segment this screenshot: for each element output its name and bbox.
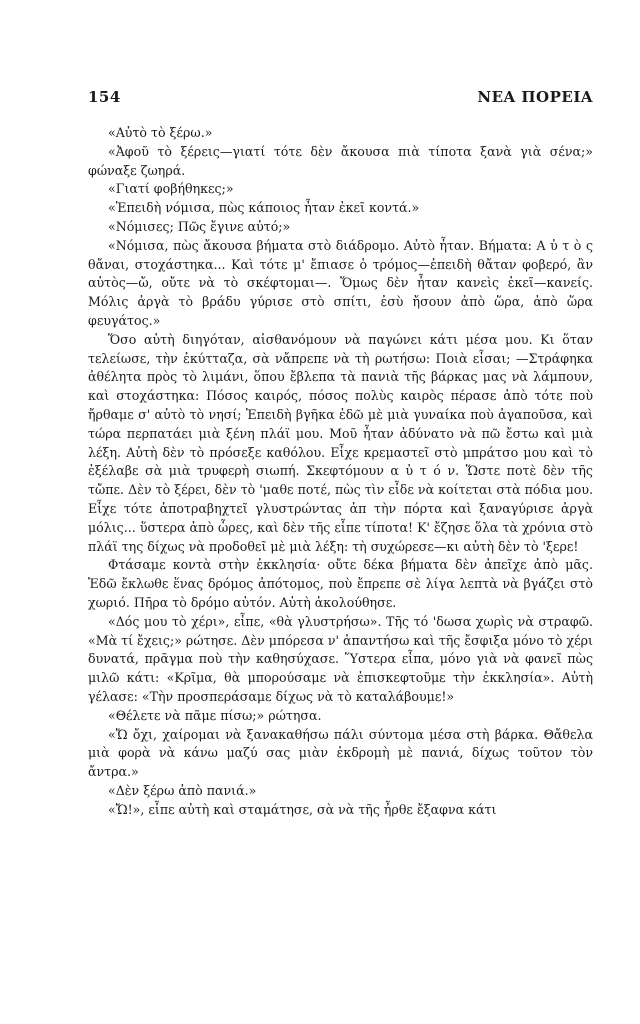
paragraph: «Αὐτὸ τὸ ξέρω.» [108,125,213,140]
paragraph: «Ἐπειδὴ νόμισα, πὼς κάποιος ἦταν ἐκεῖ κοντά.» [108,200,420,216]
paragraph: «Ὤ!», εἶπε αὐτὴ καὶ σταμάτησε, σὰ νὰ τῆς ἦρθε ἔξαφνα κάτι [108,801,497,817]
page-body-text [88,124,593,819]
paragraph: Ὅσο αὐτὴ διηγόταν, αἰσθανόμουν νὰ παγώνει κάτι μέσα μου. Κι ὅταν τελείωσε, τὴν ἐκύτταζα, σὰ νἄπρεπε νὰ τὴ ρωτήσω: Ποιὰ εἶσαι; —Στράφηκα ἀθέλητα πρὸς τὸ λιμάνι, ὅπου ἔβλεπα τὰ πανιὰ τῆς βάρκας μας νὰ λάμπουν, καὶ στοχάστηκα: Πόσος καιρός, πόσος πολὺς καιρὸς πέρασε ἀπὸ τότε ποὺ ἤρθαμε σ' αὐτὸ τὸ νησί; Ἐπειδὴ βγῆκα ἐδῶ μὲ μιὰ γυναίκα ποὺ ἀγαποῦσα, καὶ τώρα περπατάει μιὰ ξένη πλάϊ μου. Μοῦ ἦταν ἀδύνατο νὰ πῶ ἔστω καὶ μιὰ λέξη. Αὐτὴ δὲν τὸ πρόσεξε καθόλου. Εἶχε κρεμαστεῖ στὸ μπράτσο μου καὶ τὸ ἐξέλαβε σὰ μιὰ τρυφερὴ σιωπή. Σκεφτόμουν α ὐ τ ό ν. Ὥστε ποτὲ δὲν τῆς τὤπε. Δὲν τὸ ξέρει, δὲν τὸ 'μαθε ποτέ, πὼς τὶν εἶδε νὰ κοίτεται στὰ πόδια μου. Εἶχε τότε ἀποτραβηχτεῖ γλυστρώντας ἀπ τὴν πόρτα καὶ ξαναγύρισε ἀργὰ μόλις... ὕστερα ἀπὸ ὧρες, καὶ δὲν τῆς εἶπε τίποτα! Κ' ἔζησε ὅλα τὰ χρόνια στὸ πλάϊ της δίχως νὰ προδοθεῖ μὲ μιὰ λέξη: τὴ συχώρεσε—κι αὐτὴ δὲν τὸ 'ξερε! [88,331,593,554]
paragraph: «Ὤ ὄχι, χαίρομαι νὰ ξανακαθήσω πάλι σύντομα μέσα στὴ βάρκα. Θἄθελα μιὰ φορὰ νὰ κάνω μαζύ σας μιὰν ἐκδρομὴ μὲ πανιά, δίχως τοῦτον τὸν ἄντρα.» [88,726,593,780]
paragraph: «Δός μου τὸ χέρι», εἶπε, «θὰ γλυστρήσω». Τῆς τό 'δωσα χωρὶς νὰ στραφῶ. «Μὰ τί ἔχεις;» ρώτησε. Δὲν μπόρεσα ν' ἀπαντήσω καὶ τῆς ἔσφιξα μόνο τὸ χέρι δυνατά, πρᾶγμα ποὺ τὴν καθησύχασε. Ὕστερα εἶπα, μόνο γιὰ νὰ φανεῖ πὼς μιλῶ κάτι: «Κρῖμα, θὰ μπορούσαμε νὰ ἐπισκεφτοῦμε τὴν ἐκκλησία». Αὐτὴ γέλασε: «Τὴν προσπεράσαμε δίχως νὰ τὸ καταλάβουμε!» [88,613,593,704]
paragraph: «Θέλετε νὰ πᾶμε πίσω;» ρώτησα. [108,707,322,723]
paragraph: «Γιατί φοβήθηκες;» [108,181,234,197]
paragraph: Φτάσαμε κοντὰ στὴν ἐκκλησία· οὔτε δέκα βήματα δὲν ἀπεῖχε ἀπὸ μᾶς. Ἐδῶ ἔκλωθε ἕνας δρόμος ἀπότομος, ποὺ ἔπρεπε σὲ λίγα λεπτὰ νὰ βγάζει στὸ χωριό. Πῆρα τὸ δρόμο αὐτόν. Αὐτὴ ἀκολούθησε. [88,557,593,610]
paragraph: «Δὲν ξέρω ἀπὸ πανιά.» [108,782,257,798]
paragraph: «Νόμισες; Πῶς ἔγινε αὐτό;» [108,218,291,234]
page-header [88,88,593,108]
page-number: 154 [88,88,121,106]
paragraph: «Νόμισα, πὼς ἄκουσα βήματα στὸ διάδρομο. Αὐτὸ ἦταν. Βήματα: Α ὐ τ ὸ ς θἄναι, στοχάστηκα... Καὶ τότε μ' ἔπιασε ὁ τρόμος—ἐπειδὴ θἄταν φοβερό, ἂν αὐτὸς—ὤ, οὔτε νὰ τὸ σκέφτομαι—. Ὅμως δὲν ἦταν κανεὶς ἐκεῖ—κανείς. Μόλις ἀργὰ τὸ βράδυ γύρισε στὸ σπίτι, ἐσὺ ἤσουν ἀπὸ ὥρα, ἀπὸ ὥρα φευγάτος.» [88,237,593,328]
paragraph: «Ἀφοῦ τὸ ξέρεις—γιατί τότε δὲν ἄκουσα πιὰ τίποτα ξανὰ γιὰ σένα;» φώναξε ζωηρά. [88,143,593,178]
running-title: ΝΕΑ ΠΟΡΕΙΑ [477,88,593,106]
